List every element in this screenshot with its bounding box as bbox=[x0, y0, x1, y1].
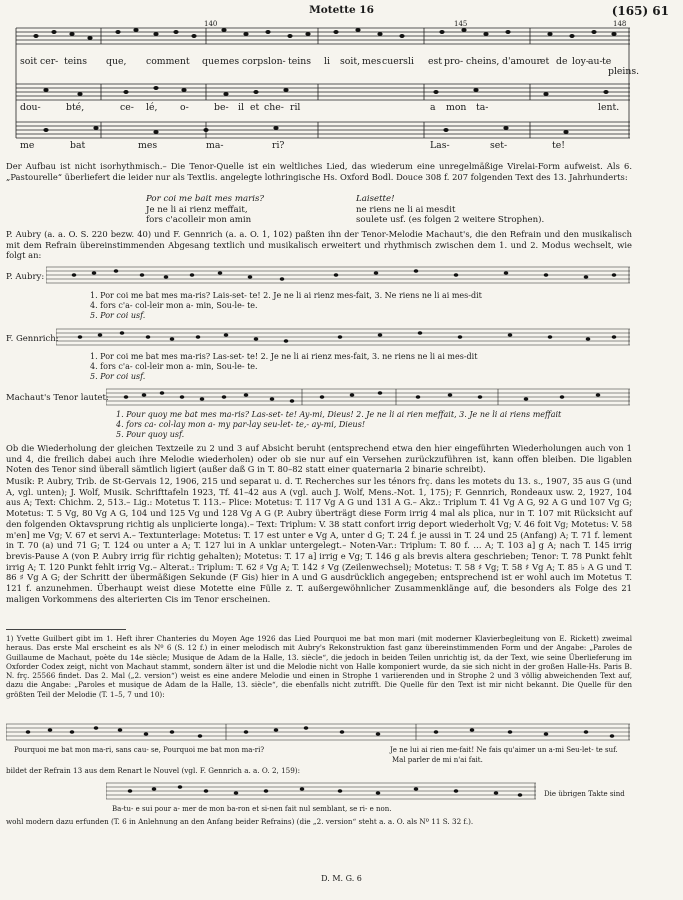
lyric-syllable: au- bbox=[588, 56, 603, 67]
lyric-syllable: teins bbox=[288, 56, 311, 67]
poem-line: Laisette! bbox=[356, 194, 395, 204]
score-system bbox=[6, 18, 640, 158]
poem-left bbox=[146, 194, 264, 226]
paragraph-text: Ob die Wiederholung der gleichen Textzeile zu 2 und 3 auf Absicht beruht (entsprechend etwa den hier eingeführten Wiederholungen auch von 1 und 4, die freilich dabei auch ihre Melodie wiederholen) oder ob sie nur auf ein Versehen zurückzuführen ist, kann offen bleiben. Die ligablen Noten des Tenor sind überall sämtlich ligiert (außer daß G in T. 80–82 statt einer quaternaria 2 binarie schreibt). bbox=[6, 443, 632, 475]
example-lyrics-machaut bbox=[116, 410, 561, 440]
lyric-syllable: soit cer- bbox=[20, 56, 59, 67]
lyric-syllable: a bbox=[430, 102, 436, 113]
footnote-example-lyric: Ba-tu- e sui pour a- mer de mon ba-ron et si-nen fait nul semblant, se ri- e non. bbox=[112, 805, 392, 813]
score-staves bbox=[6, 18, 632, 158]
lyric-syllable: cuers bbox=[382, 56, 408, 67]
lyric-syllable: dou- bbox=[20, 102, 41, 113]
footnote-example-lyric: Pourquoi me bat mon ma-ri, sans cau- se, Pourquoi me bat mon ma-ri? bbox=[14, 746, 265, 754]
paragraph-text: Der Aufbau ist nicht isorhythmisch.– Die Tenor-Quelle ist ein weltliches Lied, das wiederum eine unregelmäßige Virelai-Form aufweist. Als 6. „Pastourelle“ überliefert die leider nur als Textlis. angelegte lothringische Hs. Oxford Bodl. Douce 308 f. 207 folgenden Text des 13. Jahrhunderts: bbox=[6, 161, 632, 182]
verse-line: 4. fors c'a- col-leir mon a- min, Sou-le- te. bbox=[90, 362, 258, 371]
lyric-syllable: est bbox=[428, 56, 443, 67]
footnote-staff-2 bbox=[106, 779, 538, 803]
lyric-syllable: mes bbox=[138, 140, 158, 151]
footnote-staff-1 bbox=[6, 720, 632, 744]
lyric-syllable: te! bbox=[552, 140, 565, 151]
footnote-text: bildet der Refrain 13 aus dem Renart le Nouvel (vgl. F. Gennrich a. a. O. 2, 159): bbox=[6, 766, 301, 775]
lyric-syllable: bté, bbox=[66, 102, 85, 113]
staff-lines bbox=[46, 263, 632, 287]
lyric-syllable: pro- bbox=[444, 56, 464, 67]
lyric-syllable: che- bbox=[264, 102, 284, 113]
verse-line: 1. Por coi me bat mes ma-ris? Lais-set- te! 2. Je ne li ai rienz mes-fait, 3. Ne riens ne li ai mes-dit bbox=[90, 291, 482, 300]
staff-lines bbox=[106, 385, 632, 409]
poem-line: ne riens ne li ai mesdit bbox=[356, 204, 456, 215]
poem-line: fors c'acolleir mon amin bbox=[146, 215, 252, 226]
paragraph-repetition bbox=[6, 443, 632, 475]
lyric-syllable: teins bbox=[64, 56, 87, 67]
bar-number-140: 140 bbox=[204, 20, 218, 28]
lyric-syllable: il bbox=[238, 102, 244, 113]
lyric-syllable: pleins. bbox=[608, 66, 640, 77]
footnote-end bbox=[6, 817, 632, 826]
paragraph-text: Musik: P. Aubry, Trib. de St-Gervais 12, 1906, 215 und separat u. d. T. Recherches sur les ténors frç. dans les motets du 13. s., 1907, 35 aus G (und A, vgl. unten); J. Wolf, Musik. Schrifttafeln 1923, Tf. 41–42 aus A (vgl. auch J. Wolf, Mens.-Not. 1, 175); F. Gennrich, Rondeaux usw. 2, 1927, 104 aus A; Text: Chichm. 2, 513.– Lig.: Motetus T. 113.– Plice: Motetus: T. 117 Vg A G und 131 A G.– Akz.: Triplum T. 41 Vg A G, 92 A G und 107 Vg G; Motetus: T. 5 Vg, 80 Vg A G, 104 und 125 Vg und 128 Vg A G (P. Aubry überträgt diese Form irrig 4 mal als plica, nur in T. 107 mit Rücksicht auf den folgenden Oktavsprung richtig als unplicierte longa).– Text: Triplum: V. 38 statt confort irrig deport wiederholt Vg; V. 46 foit Vg; Motetus: V. 58 m'en] me Vg; V. 67 et servi A.– Textunterlage: Motetus: T. 17 est unter e Vg A, unter d G; T. 24 f. je aussi in T. 24 und 25 (Anfang) A; T. 71 f. lement in T. 70 (a) und 71 G; T. 124 ou unter a A; T. 127 lui in A unklar untergelegt.– Noten-Var.: Triplum: T. 80 f. … A; T. 103 a] g A; nach T. 145 irrig brevis-Pause A (von P. Aubry irrig für richtig gehalten); Motetus: T. 17 a] irrig e Vg; T. 146 g als brevis altera geschrieben; Tenor: T. 78 Punkt fehlt irrig A; T. 120 Punkt fehlt irrig Vg.– Alterat.: Triplum: T. 62 ♯ Vg A; T. 142 ♯ Vg (Zeilenwechsel); Motetus: T. 58 ♯ Vg; T. 58 ♯ Vg A; T. 85 ♭ A G und T. 86 ♯ Vg A G; der Schritt der übermäßigen Sekunde (F Gis) hier in A und G ausdrücklich angegeben; entsprechend ist er wohl auch im Motetus T. 121 f. anzunehmen. Überhaupt weist diese Motette eine Fülle z. T. außergewöhnlicher Zusammenklänge auf, die besonders als Folge des 21 maligen Vorkommens des alterierten Cis im Tenor erscheinen. bbox=[6, 476, 632, 604]
footnote-continued bbox=[6, 766, 632, 775]
staff-lines bbox=[6, 720, 632, 744]
verse-line: 1. Pour quoy me bat mes ma-ris? Las-set- te! Ay-mi, Dieus! 2. Je ne li ai rien meffait, 3. Je ne li ai riens meffait bbox=[116, 410, 562, 419]
lyric-syllable: et bbox=[540, 56, 550, 67]
staff-lines bbox=[106, 779, 538, 803]
poem-line: Je ne li ai rienz meffait, bbox=[146, 204, 248, 215]
paragraph-intro bbox=[6, 161, 632, 182]
lyric-syllable: lon- bbox=[268, 56, 286, 67]
staff-lines bbox=[56, 325, 632, 349]
example-lyrics-gennrich bbox=[90, 352, 477, 382]
footnote-rule bbox=[6, 629, 126, 630]
page-footer: D. M. G. 6 bbox=[321, 874, 362, 883]
lyric-syllable: te bbox=[602, 56, 612, 67]
poem-line: soulete usf. (es folgen 2 weitere Strophen). bbox=[356, 215, 545, 226]
lyric-syllable: li bbox=[408, 56, 414, 67]
lyric-syllable: be- bbox=[214, 102, 229, 113]
lyric-syllable: me bbox=[20, 140, 35, 151]
lyric-syllable: corps bbox=[242, 56, 268, 67]
lyric-syllable: mes bbox=[220, 56, 240, 67]
page-number: (165) 61 bbox=[611, 4, 669, 18]
lyric-syllable: o- bbox=[180, 102, 189, 113]
lyric-syllable: mes bbox=[362, 56, 382, 67]
footnote-example-lyric: Je ne lui ai rien me-fait! Ne fais qu'aimer un a-mi Seu-let- te suf. bbox=[390, 746, 618, 754]
lyric-syllable: ta- bbox=[476, 102, 489, 113]
lyric-syllable: loy- bbox=[572, 56, 589, 67]
lyric-syllable: lé, bbox=[146, 102, 158, 113]
example-label-machaut: Machaut's Tenor lautet: bbox=[6, 393, 109, 403]
poem-line: Por coi me bait mes maris? bbox=[146, 194, 264, 204]
bar-number-145: 145 bbox=[454, 20, 468, 28]
lyric-syllable: cheins, bbox=[466, 56, 500, 67]
footnote-example-tail: Die übrigen Takte sind bbox=[544, 790, 625, 798]
lyric-syllable: Las- bbox=[430, 140, 450, 151]
footnote-example-lyric: Mal parler de mi n'ai fait. bbox=[392, 756, 483, 764]
lyric-syllable: que bbox=[202, 56, 220, 67]
lyric-syllable: set- bbox=[490, 140, 508, 151]
verse-line: 4. fors c'a- col-leir mon a- min, Sou-le- te. bbox=[90, 301, 258, 310]
lyric-syllable: et bbox=[250, 102, 260, 113]
example-label-gennrich: F. Gennrich: bbox=[6, 334, 59, 344]
example-staff-aubry bbox=[46, 263, 632, 287]
lyric-syllable: lent. bbox=[598, 102, 620, 113]
lyric-syllable: comment bbox=[146, 56, 190, 67]
example-lyrics-aubry bbox=[90, 291, 482, 321]
bar-number-148: 148 bbox=[613, 20, 627, 28]
lyric-syllable: mon bbox=[446, 102, 467, 113]
lyric-syllable: ma- bbox=[206, 140, 224, 151]
paragraph-adaptation bbox=[6, 229, 632, 261]
lyric-syllable: d'amour bbox=[502, 56, 541, 67]
poem-right bbox=[356, 194, 544, 226]
verse-line: 4. fors ca- col-lay mon a- my par-lay seu-let- te,- ay-mi, Dieus! bbox=[116, 420, 366, 429]
lyric-syllable: li bbox=[324, 56, 330, 67]
example-label-aubry: P. Aubry: bbox=[6, 272, 45, 282]
footnote-text: wohl modern dazu erfunden (T. 6 in Anlehnung an den Anfang beider Refrains) (die „2. version“ steht a. a. O. als Nº 11 S. 32 f.). bbox=[6, 817, 474, 826]
verse-line: 5. Pour quoy usf. bbox=[116, 430, 185, 439]
lyric-syllable: ri? bbox=[272, 140, 285, 151]
footnote-text: 1) Yvette Guilbert gibt im 1. Heft ihrer Chanteries du Moyen Age 1926 das Lied Pourquoi me bat mon mari (mit moderner Klavierbegleitung von E. Rickett) zweimal heraus. Das erste Mal erscheint es als Nº 6 (S. 12 f.) in einer melodisch mit Aubry's Rekonstruktion fast ganz übereinstimmenden Form und der Angabe: „Paroles de Guillaume de Machaut, poète du 14e siècle; Musique de Adam de la Halle, 13. siècle“, die jedoch in beiden Teilen unrichtig ist, da der Text, wie seine Überlieferung im Oxforder Codex zeigt, nicht von Machaut stammt, sondern älter ist und die Melodie nicht von Halle komponiert wurde, da sie sich nicht in der großen Halle-Hs. Paris B. N. frç. 25566 findet. Das 2. Mal („2. version“) weist es eine andere Melodie und einen in Strophe 1 variierenden und in Strophe 2 und 3 völlig abweichenden Text auf, dazu die Angabe: „Paroles et musique de Adam de la Halle, 13. siècle“, die ebenfalls nicht zutrifft. Die Quelle für den Text ist mir nicht bekannt. Die Quelle für den größten Teil der Melodie (T. 1–5, 7 und 10): bbox=[6, 634, 632, 699]
lyric-syllable: ril bbox=[290, 102, 301, 113]
page-title: Motette 16 bbox=[309, 4, 374, 16]
lyric-syllable: soit, bbox=[340, 56, 361, 67]
paragraph-text: P. Aubry (a. a. O. S. 220 bezw. 40) und F. Gennrich (a. a. O. 1, 102) paßten ihn der Tenor-Melodie Machaut's, die den Refrain und den musikalisch mit dem Refrain übereinstimmenden Abgesang textlich und musikalisch erweitert und rhythmisch zwischen dem 1. und 2. Modus wechselt, wie folgt an: bbox=[6, 229, 632, 261]
paragraph-sources bbox=[6, 476, 632, 604]
verse-line: 5. Por coi usf. bbox=[90, 311, 146, 320]
verse-line: 5. Por coi usf. bbox=[90, 372, 146, 381]
verse-line: 1. Por coi me bat mes ma-ris? Las-set- te! 2. Je ne li ai rienz mes-fait, 3. ne riens ne li ai mes-dit bbox=[90, 352, 478, 361]
example-staff-gennrich bbox=[56, 325, 632, 349]
lyric-syllable: que, bbox=[106, 56, 127, 67]
lyric-syllable: ce- bbox=[120, 102, 134, 113]
lyric-syllable: de bbox=[556, 56, 568, 67]
footnote bbox=[6, 634, 632, 699]
lyric-syllable: bat bbox=[70, 140, 86, 151]
example-staff-machaut bbox=[106, 385, 632, 409]
